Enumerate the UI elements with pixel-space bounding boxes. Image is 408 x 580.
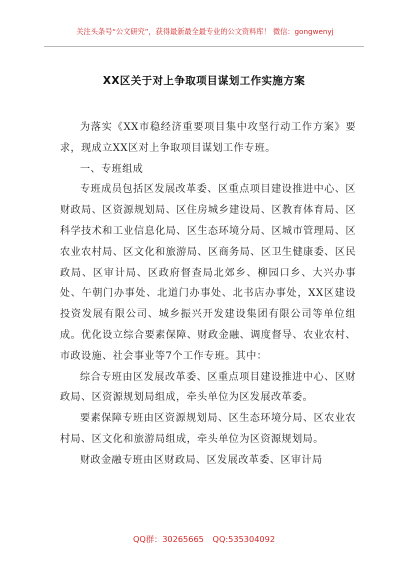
footer-contact <box>0 534 408 545</box>
section-heading: 一、专班组成 <box>80 163 144 175</box>
footer-qq-number: QQ:535304092 <box>212 534 276 544</box>
header-notice: 关注头条号“公文研究”，获得最新最全最专业的公文资料库！ 微信：gongwenyj <box>76 27 334 36</box>
paragraph-comprehensive: 综合专班由区发展改革委、区重点项目建设推进中心、区财政局、区资源规划局组成，牵头单位为区发展改革委。 <box>60 371 356 404</box>
document-title: XX区关于对上争取项目谋划工作实施方案 <box>102 75 306 87</box>
document-body <box>60 118 356 472</box>
paragraph-factor-guarantee: 要素保障专班由区资源规划局、区生态环境分局、区农业农村局、区文化和旅游局组成，牵头单位为区资源规划局。 <box>60 413 356 445</box>
paragraph-intro: 为落实《XX市稳经济重要项目集中攻坚行动工作方案》要求，现成立XX区对上争取项目谋划工作专班。 <box>60 122 356 154</box>
header-divider <box>44 46 364 47</box>
paragraph-members: 专班成员包括区发展改革委、区重点项目建设推进中心、区财政局、区资源规划局、区住房城乡建设局、区教育体育局、区科学技术和工业信息化局、区生态环境分局、区城市管理局、区农业农村局、区文化和旅游局、区商务局、区卫生健康委、区民政局、区审计局、区政府督查局北郊乡、柳园口乡、大兴办事处、午朝门办事处、北道门办事处、北书店办事处，XX区建设投资发展有限公司、城乡振兴开发建设集团有限公司等单位组成。优化设立综合要素保障、财政金融、调度督导、农业农村、市政设施、社会事业等7个工作专班。其中： <box>60 184 356 362</box>
paragraph-finance: 财政金融专班由区财政局、区发展改革委、区审计局 <box>80 454 323 466</box>
footer-qq-group: QQ群：30265665 <box>132 534 204 544</box>
